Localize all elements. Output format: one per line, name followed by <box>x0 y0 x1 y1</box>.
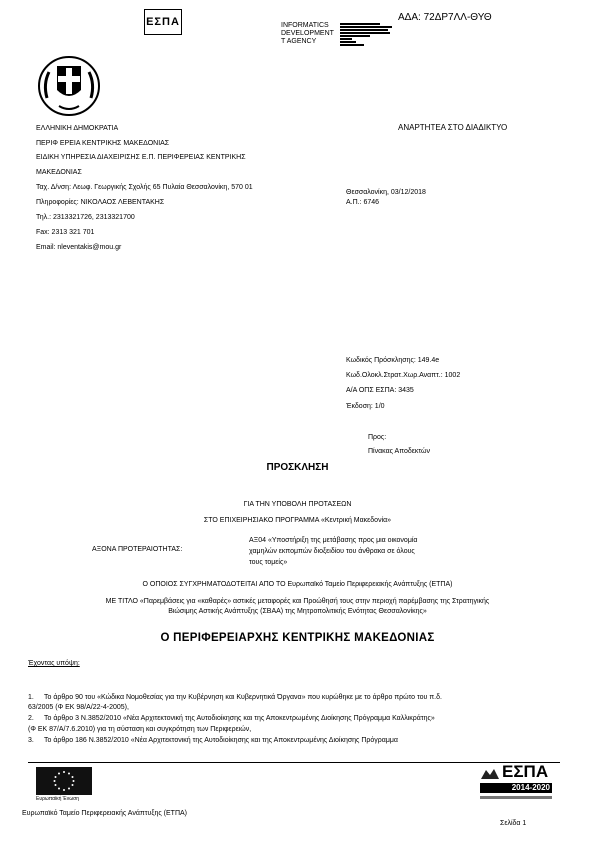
strategy-code: Κωδ.Ολοκλ.Στρατ.Χωρ.Αναπτ.: 1002 <box>346 372 461 379</box>
item-2-number: 2. <box>28 715 34 722</box>
item-2-line-1: Το άρθρο 3 Ν.3852/2010 «Νέα Αρχιτεκτονική της Αυτοδιοίκησης και της Αποκεντρωμένης Διοίκησης Πρόγραμμα Καλλικράτης» <box>44 715 435 722</box>
agency-line-2: DEVELOPMENT <box>281 30 334 37</box>
agency-small-print <box>340 22 396 47</box>
subject-line-1: ΜΕ ΤΙΤΛΟ «Παρεμβάσεις για «καθαρές» αστικές μεταφορές και Προώθησή τους στην περιοχή παρέμβασης της Στρατηγικής <box>105 598 490 605</box>
espa-wave-icon <box>480 767 500 781</box>
sender-line-1: ΕΛΛΗΝΙΚΗ ΔΗΜΟΚΡΑΤΙΑ <box>36 125 119 132</box>
call-code: Κωδικός Πρόσκλησης: 149.4e <box>346 357 440 364</box>
sender-fax: Fax: 2313 321 701 <box>36 229 95 236</box>
ada-number: ΑΔΑ: 72ΔΡ7ΛΛ-ΘΥΘ <box>398 12 492 23</box>
item-1-line-2: 63/2005 (Φ ΕΚ 98/Α/22-4-2005), <box>28 704 129 711</box>
item-1-line-1: Το άρθρο 90 του «Κώδικα Νομοθεσίας για την Κυβέρνηση και Κυβερνητικά Όργανα» που κυρώθηκε με το άρθρο πρώτο του π.δ. <box>44 694 442 701</box>
invitation-line-1: ΓΙΑ ΤΗΝ ΥΠΟΒΟΛΗ ΠΡΟΤΑΣΕΩΝ <box>243 501 352 508</box>
item-3-number: 3. <box>28 737 34 744</box>
subject-line-2: Βιώσιμης Αστικής Ανάπτυξης (ΣΒΑΑ) της Μητροπολιτικής Ενότητας Θεσσαλονίκης» <box>168 608 427 615</box>
item-3-line-1: Το άρθρο 186 Ν.3852/2010 «Νέα Αρχιτεκτονική της Αυτοδιοίκησης και της Αποκεντρωμένης Διοίκησης Πρόγραμμα <box>44 737 398 744</box>
invitation-title: ΠΡΟΣΚΛΗΣΗ <box>266 462 329 473</box>
espa-years: 2014-2020 <box>480 783 552 793</box>
footer-fund: Ευρωπαϊκό Ταμείο Περιφερειακής Ανάπτυξης (ΕΤΠΑ) <box>22 810 187 817</box>
item-1-number: 1. <box>28 694 34 701</box>
ops-id: Α/Α ΟΠΣ ΕΣΠΑ: 3435 <box>346 387 414 394</box>
espa-logo <box>144 9 182 35</box>
axis-value-1: ΑΞ04 «Υποστήριξη της μετάβασης προς μια οικονομία <box>249 537 418 544</box>
agency-line-3: T AGENCY <box>281 38 317 45</box>
axis-label: ΑΞΟΝΑ ΠΡΟΤΕΡΑΙΟΤΗΤΑΣ: <box>92 546 183 553</box>
sender-contact: Πληροφορίες: ΝΙΚΟΛΑΟΣ ΛΕΒΕΝΤΑΚΗΣ <box>36 199 165 206</box>
espa-2014-2020-logo <box>480 763 552 795</box>
axis-value-2: χαμηλών εκπομπών διοξειδίου του άνθρακα σε όλους <box>249 548 415 555</box>
sender-line-3: ΕΙΔΙΚΗ ΥΠΗΡΕΣΙΑ ΔΙΑΧΕΙΡΙΣΗΣ Ε.Π. ΠΕΡΙΦΕΡΕΙΑΣ ΚΕΝΤΡΙΚΗΣ <box>36 154 246 161</box>
agency-logo <box>281 22 334 46</box>
sender-line-2: ΠΕΡΙΦ ΕΡΕΙΑ ΚΕΝΤΡΙΚΗΣ ΜΑΚΕΔΟΝΙΑΣ <box>36 140 170 147</box>
espa-logo-text: ΕΣΠΑ <box>146 16 180 28</box>
page-number: Σελίδα 1 <box>500 820 527 827</box>
invitation-line-2: ΣΤΟ ΕΠΙΧΕΙΡΗΣΙΑΚΟ ΠΡΟΓΡΑΜΜΑ «Κεντρική Μακεδονία» <box>203 517 392 524</box>
having-regard: Έχοντας υπόψη: <box>28 660 80 667</box>
recipients-to: Προς: <box>368 434 387 441</box>
eu-flag-icon <box>36 767 92 795</box>
axis-value-3: τους τομείς» <box>249 559 288 566</box>
agency-line-1: INFORMATICS <box>281 22 329 29</box>
espa-logo-large: ΕΣΠΑ <box>502 762 549 781</box>
sender-address: Ταχ. Δ/νση: Λεωφ. Γεωργικής Σχολής 65 Πυλαία Θεσσαλονίκη, 570 01 <box>36 184 253 191</box>
eu-label: Ευρωπαϊκή Ένωση <box>36 796 79 802</box>
espa-subtitle-bar <box>480 796 552 799</box>
publish-note: ΑΝΑΡΤΗΤΕΑ ΣΤΟ ΔΙΑΔΙΚΤΥΟ <box>398 123 508 132</box>
place-date: Θεσσαλονίκη, 03/12/2018 <box>346 189 426 196</box>
protocol-number: Α.Π.: 6746 <box>346 199 380 206</box>
coat-of-arms-icon <box>37 54 101 116</box>
funding-line: Ο ΟΠΟΙΟΣ ΣΥΓΧΡΗΜΑΤΟΔΟΤΕΙΤΑΙ ΑΠΟ ΤΟ Ευρωπαϊκό Ταμείο Περιφερειακής Ανάπτυξης (ΕΤΠΑ) <box>142 581 453 588</box>
version: Έκδοση: 1/0 <box>346 403 385 410</box>
sender-email: Email: nleventakis@mou.gr <box>36 244 122 251</box>
sender-phone: Τηλ.: 2313321726, 2313321700 <box>36 214 135 221</box>
item-2-line-2: (Φ ΕΚ 87/Α/7.6.2010) για τη σύσταση και συγκρότηση των Περιφερειών, <box>28 726 252 733</box>
authority-title: Ο ΠΕΡΙΦΕΡΕΙΑΡΧΗΣ ΚΕΝΤΡΙΚΗΣ ΜΑΚΕΔΟΝΙΑΣ <box>160 632 435 644</box>
recipients-table: Πίνακας Αποδεκτών <box>368 448 430 455</box>
sender-line-4: ΜΑΚΕΔΟΝΙΑΣ <box>36 169 82 176</box>
